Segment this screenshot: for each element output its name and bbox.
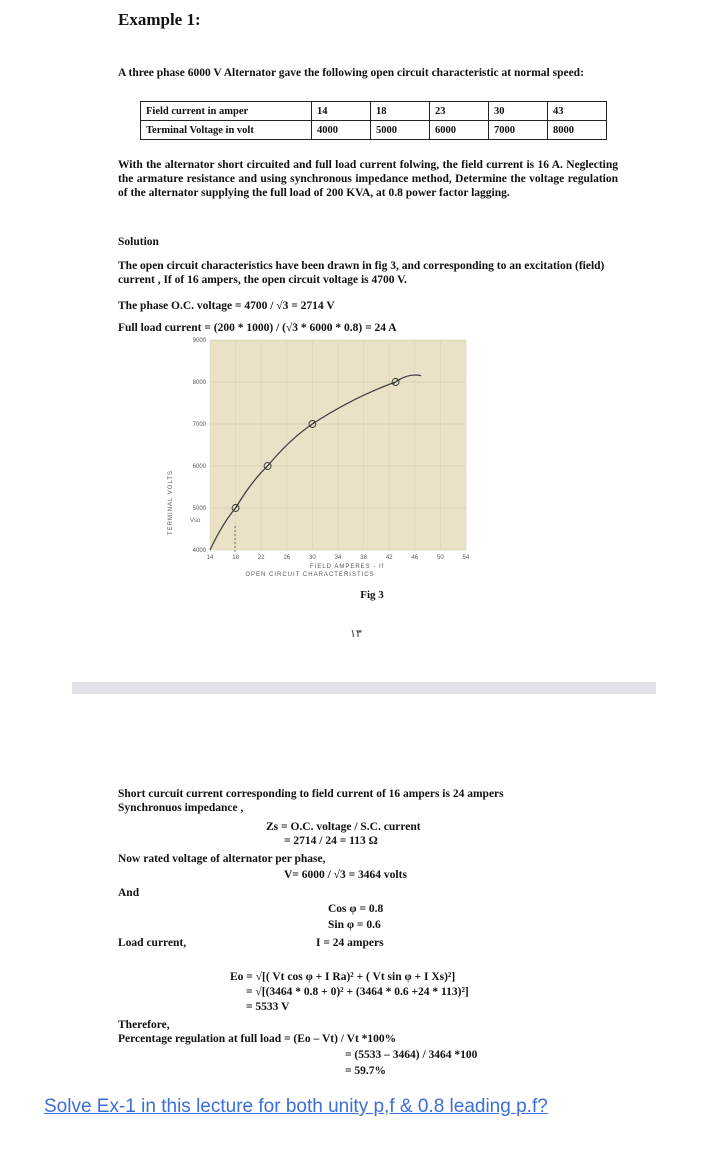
table-row-label: Terminal Voltage in volt: [141, 121, 312, 140]
table-cell: 4000: [312, 121, 371, 140]
table-cell: 14: [312, 102, 371, 121]
x-tick-label: 34: [334, 555, 342, 561]
rated-voltage-equation: V= 6000 / √3 = 3464 volts: [284, 869, 407, 881]
rated-voltage-heading: Now rated voltage of alternator per phase,: [118, 853, 326, 865]
therefore-label: Therefore,: [118, 1019, 170, 1031]
y-tick-label: 6000: [192, 464, 206, 470]
load-current-label: Load current,: [118, 937, 187, 949]
x-tick-label: 54: [462, 555, 470, 561]
sync-impedance-heading: Synchronuos impedance ,: [118, 802, 244, 814]
y-tick-label: 4000: [192, 548, 206, 554]
intro-text: A three phase 6000 V Alternator gave the following open circuit characteristic at normal speed:: [118, 67, 584, 79]
chart-title: Fig 3: [360, 589, 384, 601]
y-tick-label: 5000: [192, 506, 206, 512]
eo-substitution: = √[(3464 * 0.8 + 0)² + (3464 * 0.6 +24 * 113)²]: [246, 986, 469, 998]
table-cell: 43: [548, 102, 607, 121]
table-cell: 18: [371, 102, 430, 121]
table-row: [141, 102, 607, 121]
x-tick-label: 26: [283, 555, 291, 561]
zs-equation: Zs = O.C. voltage / S.C. current: [266, 821, 421, 833]
x-tick-label: 30: [309, 555, 316, 561]
table-cell: 23: [430, 102, 489, 121]
x-tick-label: 22: [257, 555, 265, 561]
table-cell: 6000: [430, 121, 489, 140]
table-row-label: Field current in amper: [141, 102, 312, 121]
y-tick-label: 9000: [192, 338, 206, 344]
full-load-current-line: Full load current = (200 * 1000) / (√3 * 6000 * 0.8) = 24 A: [118, 322, 397, 334]
eo-equation: Eo = √[( Vt cos φ + I Ra)² + ( Vt sin φ + I Xs)²]: [230, 971, 456, 983]
x-tick-label: 18: [232, 555, 239, 561]
load-current-equation: I = 24 ampers: [316, 937, 384, 949]
sc-current-line: Short curcuit current corresponding to field current of 16 ampers is 24 ampers: [118, 788, 504, 800]
x-tick-labels: [207, 555, 470, 561]
occ-chart: [160, 330, 490, 620]
regulation-formula: Percentage regulation at full load = (Eo – Vt) / Vt *100%: [118, 1033, 397, 1045]
page-title: Example 1:: [118, 10, 201, 29]
sin-equation: Sin φ = 0.6: [328, 919, 381, 931]
regulation-result: = 59.7%: [345, 1065, 387, 1077]
regulation-substitution: = (5533 – 3464) / 3464 *100: [345, 1049, 478, 1061]
x-tick-label: 50: [437, 555, 444, 561]
table-cell: 8000: [548, 121, 607, 140]
phase-voltage-line: The phase O.C. voltage = 4700 / √3 = 2714 V: [118, 300, 335, 312]
eo-result: = 5533 V: [246, 1001, 290, 1013]
cos-equation: Cos φ = 0.8: [328, 903, 384, 915]
x-tick-label: 38: [360, 555, 367, 561]
x-tick-label: 42: [385, 555, 393, 561]
zs-result: = 2714 / 24 = 113 Ω: [284, 835, 378, 847]
solution-paragraph: The open circuit characteristics have been drawn in fig 3, and corresponding to an excitation (field) current , If of 16 ampers, the open circuit voltage is 4700 V.: [118, 260, 605, 286]
page-number: ١٣: [350, 628, 362, 640]
x-axis-label: FIELD AMPERES - If: [310, 564, 385, 570]
problem-statement: With the alternator short circuited and full load current folwing, the field current is 16 A. Neglecting the armature resistance and using synchronous impedance method, Determine the voltage regulation of the alternator supplying the full load of 200 KVA, at 0.8 power factor lagging.: [118, 159, 618, 199]
table-cell: 5000: [371, 121, 430, 140]
x-tick-label: 14: [206, 555, 214, 561]
table-row: [141, 121, 607, 140]
y-tick-label: 7000: [192, 422, 206, 428]
y-tick-label: 8000: [192, 380, 206, 386]
vso-label: Vso: [190, 518, 201, 524]
y-axis-label: TERMINAL VOLTS: [168, 469, 174, 535]
chart-subtitle: OPEN CIRCUIT CHARACTERISTICS: [245, 572, 375, 578]
solution-heading: Solution: [118, 236, 159, 248]
occ-table: [140, 101, 607, 140]
and-label: And: [118, 887, 140, 899]
table-cell: 30: [489, 102, 548, 121]
page-separator: [72, 682, 656, 694]
table-cell: 7000: [489, 121, 548, 140]
x-tick-label: 46: [411, 555, 419, 561]
homework-question-link[interactable]: Solve Ex-1 in this lecture for both unity p,f & 0.8 leading p.f?: [44, 1096, 548, 1117]
